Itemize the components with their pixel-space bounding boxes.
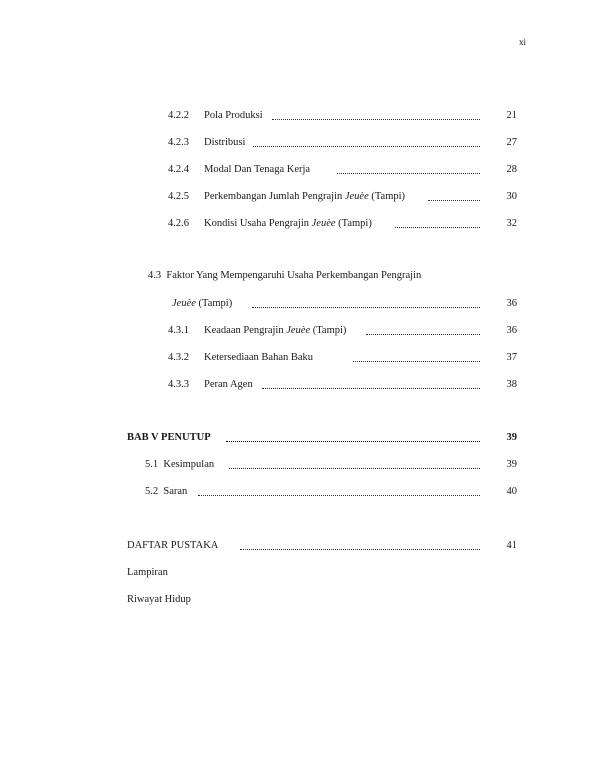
page-ref: 38 [506,379,517,390]
page-ref: 36 [506,298,517,309]
section-number: 4.2.5 [168,191,189,202]
dot-leader [272,109,480,120]
dot-leader [226,431,480,442]
page-ref: 40 [506,486,517,497]
page-ref: 39 [506,432,517,443]
page-ref: 41 [506,540,517,551]
entry-title: Lampiran [127,567,168,578]
page-ref: 27 [506,137,517,148]
dot-leader [337,163,480,174]
page-ref: 39 [506,459,517,470]
entry-title-suffix: (Tampi) [335,218,372,229]
entry-title: Riwayat Hidup [127,594,191,605]
entry-title: Kesimpulan [163,459,215,470]
entry-title: Faktor Yang Mempengaruhi Usaha Perkembangan Pengrajin [166,270,422,281]
toc-entry-lampiran [127,566,168,580]
section-number: 4.2.3 [168,137,189,148]
chapter-title: BAB V PENUTUP [127,432,211,443]
section-number: 4.3.3 [168,379,189,390]
entry-title: Peran Agen [204,379,253,390]
entry-title: DAFTAR PUSTAKA [127,540,219,551]
section-number: 4.2.6 [168,218,189,229]
entry-title: Distribusi [204,137,246,148]
entry-title: Pola Produksi [204,110,263,121]
section-number: 5.1 [145,459,159,470]
entry-title: Keadaan Pengrajin [204,325,287,336]
dot-leader [428,190,480,201]
dot-leader [253,136,480,147]
page-number: xi [519,37,527,47]
page-ref: 32 [506,218,517,229]
page-ref: 30 [506,191,517,202]
dot-leader [252,297,480,308]
page-ref: 36 [506,325,517,336]
page-ref: 21 [506,110,517,121]
entry-title-italic: Jeuèe [286,325,311,336]
dot-leader [262,378,480,389]
dot-leader [240,539,480,550]
entry-title-suffix: (Tampi) [368,191,406,202]
entry-title: Saran [163,486,188,497]
section-number: 4.3.1 [168,325,189,336]
dot-leader [366,324,480,335]
entry-title: Perkembangan Jumlah Pengrajin [204,191,345,202]
section-number: 4.2.2 [168,110,189,121]
section-number: 4.2.4 [168,164,189,175]
section-number: 4.3.2 [168,352,189,363]
entry-title-italic: Jeuèe [172,298,196,309]
entry-title: Kondisi Usaha Pengrajin [204,218,312,229]
entry-title: Ketersediaan Bahan Baku [204,352,314,363]
section-number: 5.2 [145,486,159,497]
dot-leader [395,217,480,228]
toc-entry-riwayat-hidup [127,593,191,607]
page-ref: 37 [506,352,517,363]
dot-leader [353,351,480,362]
entry-title: Modal Dan Tenaga Kerja [204,164,311,175]
entry-title-italic: Jeuèe [311,218,336,229]
page-ref: 28 [506,164,517,175]
entry-title-italic: Jeuèe [344,191,369,202]
entry-title-suffix: (Tampi) [310,325,347,336]
entry-title-suffix: (Tampi) [195,298,233,309]
dot-leader [229,458,480,469]
section-number: 4.3 [148,270,162,281]
dot-leader [198,485,480,496]
